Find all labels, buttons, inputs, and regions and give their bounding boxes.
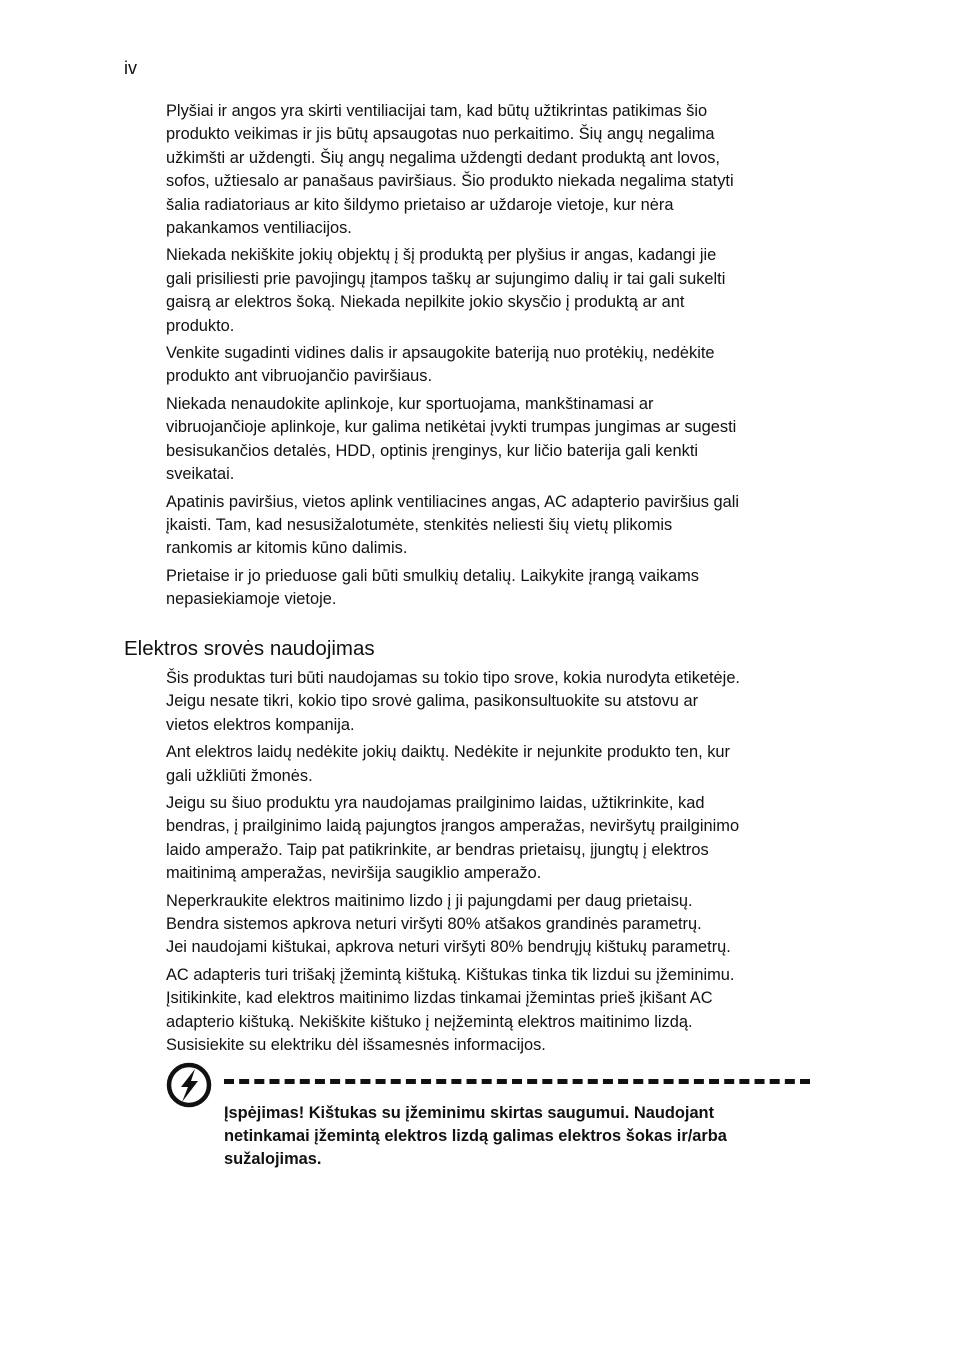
text-line: nepasiekiamoje vietoje. xyxy=(166,590,337,609)
warning-line: netinkamai įžemintą elektros lizdą galimas elektros šokas ir/arba xyxy=(224,1127,727,1146)
text-line: gaisrą ar elektros šoką. Niekada nepilkite jokio skysčio į produktą ar ant xyxy=(166,293,685,312)
text-line: Jei naudojami kištukai, apkrova neturi viršyti 80% bendrųjų kištukų parametrų. xyxy=(166,938,731,957)
text-line: Neperkraukite elektros maitinimo lizdo į ji pajungdami per daug prietaisų. xyxy=(166,891,693,910)
text-line: šalia radiatoriaus ar kito šildymo prietaiso ar uždaroje vietoje, kur nėra xyxy=(166,195,674,214)
text-line: produkto ant vibruojančio paviršiaus. xyxy=(166,367,433,386)
text-line: sofos, užtiesalo ar panašaus paviršiaus. Šio produkto niekada negalima statyti xyxy=(166,172,734,191)
text-line: produkto. xyxy=(166,316,235,335)
warning-note xyxy=(224,1102,814,1172)
dotted-divider xyxy=(224,1079,810,1084)
text-line: Susisiekite su elektriku dėl išsamesnės informacijos. xyxy=(166,1036,546,1055)
text-line: Venkite sugadinti vidines dalis ir apsaugokite bateriją nuo protėkių, nedėkite xyxy=(166,344,715,363)
electrical-power-section xyxy=(166,667,814,1062)
paragraph xyxy=(166,342,814,389)
paragraph xyxy=(166,491,814,561)
section-heading: Elektros srovės naudojimas xyxy=(124,637,375,660)
text-line: užkimšti ar uždengti. Šių angų negalima uždengti dedant produktą ant lovos, xyxy=(166,148,720,167)
text-line: įkaisti. Tam, kad nesusižalotumėte, stenkitės neliesti šių vietų plikomis xyxy=(166,515,673,534)
text-line: bendras, į prailginimo laidą pajungtos įrangos amperažas, neviršytų prailginimo xyxy=(166,817,740,836)
warning-line: Įspėjimas! Kištukas su įžeminimu skirtas saugumui. Naudojant xyxy=(224,1104,715,1122)
text-line: Prietaise ir jo prieduose gali būti smulkių detalių. Laikykite įrangą vaikams xyxy=(166,566,699,585)
paragraph xyxy=(166,741,814,788)
text-line: rankomis ar kitomis kūno dalimis. xyxy=(166,539,408,558)
text-line: adapterio kištuką. Nekiškite kištuko į neįžemintą elektros maitinimo lizdą. xyxy=(166,1012,693,1031)
text-line: produkto veikimas ir jis būtų apsaugotas nuo perkaitimo. Šių angų negalima xyxy=(166,125,715,144)
paragraph xyxy=(166,565,814,612)
text-line: vibruojančioje aplinkoje, kur galima netikėtai įvykti trumpas jungimas ar sugesti xyxy=(166,418,737,437)
text-line: Apatinis paviršius, vietos aplink ventiliacines angas, AC adapterio paviršius gali xyxy=(166,492,740,511)
paragraph xyxy=(166,100,814,240)
text-line: Niekada nenaudokite aplinkoje, kur sportuojama, mankštinamasi ar xyxy=(166,394,654,413)
text-line: AC adapteris turi trišakį įžemintą kištuką. Kištukas tinka tik lizdui su įžeminimu. xyxy=(166,965,735,984)
text-line: Plyšiai ir angos yra skirti ventiliacijai tam, kad būtų užtikrintas patikimas šio xyxy=(166,102,708,120)
text-line: Jeigu su šiuo produktu yra naudojamas prailginimo laidas, užtikrinkite, kad xyxy=(166,794,705,813)
ventilation-safety-section xyxy=(166,100,814,616)
text-line: Ant elektros laidų nedėkite jokių daiktų. Nedėkite ir nejunkite produkto ten, kur xyxy=(166,743,730,762)
text-line: Jeigu nesate tikri, kokio tipo srovė galima, pasikonsultuokite su atstovu ar xyxy=(166,692,699,711)
warning-line: sužalojimas. xyxy=(224,1150,322,1169)
text-line: maitinimą amperažas, neviršija saugiklio amperažo. xyxy=(166,864,542,883)
paragraph xyxy=(166,890,814,960)
paragraph xyxy=(166,792,814,886)
text-line: Įsitikinkite, kad elektros maitinimo lizdas tinkamai įžemintas prieš įkišant AC xyxy=(166,989,713,1008)
text-line: Šis produktas turi būti naudojamas su tokio tipo srove, kokia nurodyta etiketėje. xyxy=(166,669,740,687)
text-line: Bendra sistemos apkrova neturi viršyti 80% atšakos grandinės parametrų. xyxy=(166,915,702,934)
text-line: vietos elektros kompanija. xyxy=(166,715,355,734)
text-line: gali prisiliesti prie pavojingų įtampos taškų ar sujungimo dalių ir tai gali sukelti xyxy=(166,269,726,288)
paragraph xyxy=(166,393,814,487)
warning-lightning-icon xyxy=(166,1062,212,1108)
text-line: Niekada nekiškite jokių objektų į šį produktą per plyšius ir angas, kadangi jie xyxy=(166,246,717,265)
text-line: sveikatai. xyxy=(166,465,235,484)
text-line: laido amperažo. Taip pat patikrinkite, ar bendras prietaisų, įjungtų į elektros xyxy=(166,840,709,859)
text-line: gali užkliūti žmonės. xyxy=(166,766,313,785)
paragraph xyxy=(166,244,814,338)
text-line: besisukančios detalės, HDD, optinis įrenginys, kur ličio baterija gali kenkti xyxy=(166,441,699,460)
text-line: pakankamos ventiliacijos. xyxy=(166,219,352,238)
paragraph xyxy=(166,667,814,737)
paragraph xyxy=(166,964,814,1058)
page-number: iv xyxy=(124,58,137,78)
